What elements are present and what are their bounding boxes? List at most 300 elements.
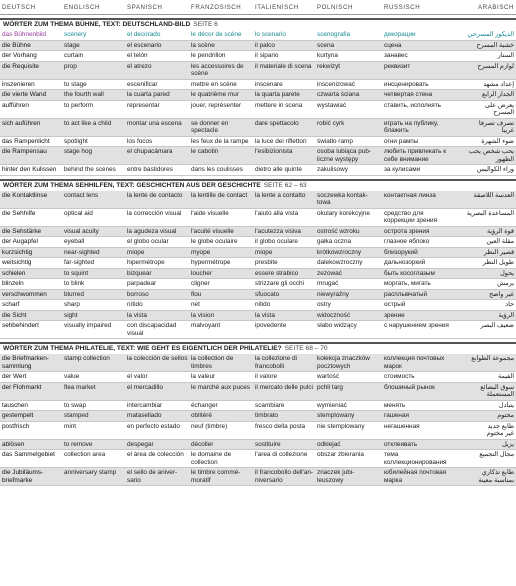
term-en: the fourth wall bbox=[64, 91, 104, 98]
term-pl: okulary korekcyjne bbox=[317, 209, 370, 217]
term-es: con discapacidad visual bbox=[127, 322, 177, 337]
term-ru: тема коллекционирования bbox=[384, 451, 447, 466]
term-ru: за кулисами bbox=[384, 166, 421, 173]
term-de: postfrisch bbox=[2, 422, 30, 430]
term-de: hinter den Kulissen bbox=[2, 166, 57, 173]
term-de: blinzeln bbox=[2, 280, 24, 287]
term-es: montar una escena bbox=[127, 119, 182, 127]
vocab-row bbox=[0, 440, 516, 451]
term-ru: зрение bbox=[384, 311, 405, 319]
term-en: contact lens bbox=[64, 191, 99, 199]
term-fr: le pendrillon bbox=[191, 52, 226, 59]
term-fr: le décor de scène bbox=[191, 31, 242, 38]
section-title bbox=[0, 342, 516, 354]
term-ru: острота зрения bbox=[384, 227, 430, 235]
term-en: to blink bbox=[64, 280, 85, 287]
term-en: to act like a child bbox=[64, 119, 112, 127]
term-ru: гашеная bbox=[384, 412, 409, 419]
term-en: to perform bbox=[64, 101, 94, 109]
term-fr: myope bbox=[191, 248, 211, 256]
term-de: die Sicht bbox=[2, 311, 27, 319]
term-ru: расплывчатый bbox=[384, 290, 428, 298]
term-pl: wartość bbox=[317, 373, 340, 380]
term-ru: играть на публику, блажить bbox=[384, 119, 439, 135]
term-pl: stemplowany bbox=[317, 412, 355, 419]
term-it: mettere in scena bbox=[255, 101, 303, 109]
term-en: optical aid bbox=[64, 209, 93, 217]
term-es: los focos bbox=[127, 137, 153, 145]
term-ar: غير واضح bbox=[489, 290, 514, 298]
term-it: strizzare gli occhi bbox=[255, 280, 305, 287]
term-pl: wystawiać bbox=[317, 101, 347, 109]
term-fr: flou bbox=[191, 290, 202, 298]
term-de: die Jubiläums- briefmarke bbox=[2, 469, 44, 484]
term-it: nitido bbox=[255, 301, 271, 308]
term-ar: ضوء الشهرة bbox=[481, 137, 514, 145]
term-en: spotlight bbox=[64, 137, 88, 145]
lang-de: DEUTSCH bbox=[2, 4, 36, 12]
term-fr: la lentille de contact bbox=[191, 191, 248, 199]
term-ar: طابع جديد غير مختوم bbox=[486, 422, 514, 438]
term-de: weitsichtig bbox=[2, 259, 32, 266]
term-en: near-sighted bbox=[64, 248, 100, 256]
lang-pl: POLNISCH bbox=[317, 4, 353, 12]
lang-es: SPANISCH bbox=[127, 4, 163, 12]
section-title-text: WÖRTER ZUM THEMA BÜHNE, TEXT: DEUTSCHLAND-BILD bbox=[3, 21, 191, 28]
term-ar: القيمة bbox=[497, 373, 514, 380]
term-es: representar bbox=[127, 101, 160, 109]
term-pl: ostrość wzroku bbox=[317, 227, 360, 235]
term-it: presbite bbox=[255, 259, 278, 266]
term-ar: العدسة اللاصقة bbox=[473, 191, 514, 199]
term-it: scambiare bbox=[255, 401, 285, 409]
vocab-row bbox=[0, 248, 516, 259]
term-it: la quarta parete bbox=[255, 91, 300, 98]
term-en: behind the scenes bbox=[64, 166, 116, 173]
term-it: la vista bbox=[255, 311, 275, 319]
term-fr: jouer, représenter bbox=[191, 101, 242, 109]
term-pl: ostry bbox=[317, 301, 331, 308]
term-it: il mercato delle pulci bbox=[255, 383, 313, 391]
term-fr: les feux de la rampe bbox=[191, 137, 249, 145]
term-ru: занавес bbox=[384, 52, 408, 59]
term-en: blurred bbox=[64, 290, 84, 298]
term-ar: يحب شخص يحب الظهور bbox=[468, 148, 514, 163]
vocab-row bbox=[0, 90, 516, 101]
term-pl: dalekowzroczny bbox=[317, 259, 363, 266]
term-ar: خشبة المسرح bbox=[476, 41, 514, 49]
term-pl: czwarta ściana bbox=[317, 91, 360, 98]
term-en: to stage bbox=[64, 80, 87, 88]
term-ar: قوة الرؤية bbox=[486, 227, 514, 235]
vocab-row bbox=[0, 41, 516, 52]
term-en: value bbox=[64, 373, 80, 380]
vocab-row bbox=[0, 290, 516, 301]
lang-fr: FRANZÖSISCH bbox=[191, 4, 242, 12]
term-en: sight bbox=[64, 311, 78, 319]
term-it: il sipario bbox=[255, 52, 279, 59]
term-es: entre bastidores bbox=[127, 166, 173, 173]
term-en: eyeball bbox=[64, 238, 85, 245]
term-es: el sello de aniver- sario bbox=[127, 469, 178, 484]
term-ru: реквизит bbox=[384, 62, 411, 70]
term-it: ipovedente bbox=[255, 322, 287, 329]
term-it: l'aiuto alla vista bbox=[255, 209, 299, 217]
term-pl: soczewka kontak- towa bbox=[317, 191, 368, 207]
term-ar: يحول bbox=[500, 269, 514, 277]
term-es: matasellado bbox=[127, 412, 162, 419]
vocab-row bbox=[0, 258, 516, 269]
vocab-row bbox=[0, 372, 516, 383]
term-it: il francobollo dell'an- niversario bbox=[255, 469, 314, 484]
term-pl: rekwizyt bbox=[317, 62, 341, 70]
term-de: sehbehindert bbox=[2, 322, 39, 329]
term-ru: дальнозоркий bbox=[384, 259, 426, 266]
term-fr: dans les coulisses bbox=[191, 166, 243, 173]
term-es: la corrección visual bbox=[127, 209, 182, 217]
term-it: lo scenario bbox=[255, 31, 286, 38]
term-en: sharp bbox=[64, 301, 80, 308]
term-ar: إعداد مشهد bbox=[483, 80, 514, 88]
term-de: die Briefmarken- sammlung bbox=[2, 355, 49, 370]
term-fr: le domaine de collection bbox=[191, 451, 232, 466]
term-de: ablösen bbox=[2, 440, 25, 448]
term-pl: pchli targ bbox=[317, 383, 343, 391]
term-fr: la valeur bbox=[191, 373, 216, 380]
vocab-row bbox=[0, 237, 516, 248]
term-en: to swap bbox=[64, 401, 87, 409]
vocab-row bbox=[0, 209, 516, 227]
term-de: die Rampensau bbox=[2, 148, 47, 155]
term-es: escenificar bbox=[127, 80, 158, 88]
term-ru: стоимость bbox=[384, 373, 415, 380]
term-it: inscenare bbox=[255, 80, 283, 88]
term-fr: mettre en scène bbox=[191, 80, 237, 88]
term-pl: słabo widzący bbox=[317, 322, 357, 329]
term-ar: لوازم المسرح bbox=[477, 62, 514, 70]
term-pl: scenografia bbox=[317, 31, 351, 38]
term-ar: المساعدة البصرية bbox=[466, 209, 514, 217]
vocab-row bbox=[0, 450, 516, 468]
term-pl: zakulisowy bbox=[317, 166, 348, 173]
term-ar: الجدار الرابع bbox=[481, 91, 514, 98]
lang-en: ENGLISCH bbox=[64, 4, 100, 12]
term-ar: يتبادل bbox=[498, 401, 514, 409]
section-title bbox=[0, 18, 516, 30]
term-es: en perfecto estado bbox=[127, 422, 180, 430]
term-en: scenery bbox=[64, 31, 87, 38]
term-es: la vista bbox=[127, 311, 147, 319]
vocab-row bbox=[0, 468, 516, 486]
term-es: hipermétrope bbox=[127, 259, 165, 266]
term-it: l'area di collezione bbox=[255, 451, 308, 458]
term-es: borroso bbox=[127, 290, 149, 298]
term-ru: инсценировать bbox=[384, 80, 429, 88]
term-ru: быть косоглазым bbox=[384, 269, 435, 277]
language-header bbox=[0, 0, 516, 15]
term-de: der Vorhang bbox=[2, 52, 37, 59]
term-it: la luce dei riflettori bbox=[255, 137, 307, 145]
term-es: la colección de sellos bbox=[127, 355, 188, 362]
term-it: sfuocato bbox=[255, 290, 280, 298]
term-it: la lente a contatto bbox=[255, 191, 306, 199]
term-es: el valor bbox=[127, 373, 148, 380]
term-ar: الرؤية bbox=[498, 311, 514, 319]
vocab-row bbox=[0, 269, 516, 280]
term-ru: моргать, мигать bbox=[384, 280, 431, 287]
term-de: die Requisite bbox=[2, 62, 39, 70]
vocabulary-sections bbox=[0, 18, 516, 486]
vocab-row bbox=[0, 137, 516, 148]
vocab-row bbox=[0, 422, 516, 440]
term-fr: cligner bbox=[191, 280, 210, 287]
term-de: der Wert bbox=[2, 373, 27, 380]
term-ru: четвертая стена bbox=[384, 91, 433, 98]
term-en: stamp collection bbox=[64, 355, 110, 362]
term-ar: يرمش bbox=[497, 280, 514, 287]
term-pl: inscenizować bbox=[317, 80, 356, 88]
term-es: bizquear bbox=[127, 269, 152, 277]
vocab-row bbox=[0, 165, 516, 176]
term-de: die Sehstärke bbox=[2, 227, 42, 235]
term-it: sostituire bbox=[255, 440, 281, 448]
term-fr: la scène bbox=[191, 41, 215, 49]
term-de: gestempelt bbox=[2, 412, 34, 419]
term-it: il palco bbox=[255, 41, 275, 49]
term-pl: znaczek jubi- leuszowy bbox=[317, 469, 355, 484]
term-ar: مجموعة الطوابع bbox=[471, 355, 514, 362]
term-ru: блошиный рынок bbox=[384, 383, 435, 391]
term-de: die Sehhilfe bbox=[2, 209, 36, 217]
term-ar: قصير النظر bbox=[483, 248, 514, 256]
term-fr: oblitéré bbox=[191, 412, 212, 419]
term-ru: менять bbox=[384, 401, 406, 409]
term-ru: средство для коррекции зрения bbox=[384, 209, 438, 225]
term-pl: mrugać bbox=[317, 280, 339, 287]
term-de: verschwommen bbox=[2, 290, 47, 298]
term-fr: le timbre commé- moratif bbox=[191, 469, 241, 484]
term-es: el área de colección bbox=[127, 451, 184, 458]
term-de: der Augapfel bbox=[2, 238, 38, 245]
term-ar: الديكور المسرحي bbox=[467, 31, 514, 38]
term-ru: близорукий bbox=[384, 248, 418, 256]
term-pl: nie stemplowany bbox=[317, 422, 365, 430]
vocab-row bbox=[0, 383, 516, 401]
term-en: stamped bbox=[64, 412, 89, 419]
term-ru: декорации bbox=[384, 31, 416, 38]
term-fr: décoller bbox=[191, 440, 214, 448]
vocab-row bbox=[0, 321, 516, 339]
term-fr: le marché aux puces bbox=[191, 383, 250, 391]
term-de: die vierte Wand bbox=[2, 91, 47, 98]
term-it: il valore bbox=[255, 373, 278, 380]
term-ar: تصرف تصرفا غريبا bbox=[478, 119, 514, 135]
term-fr: le globe oculaire bbox=[191, 238, 238, 245]
term-ar: الستار bbox=[497, 52, 514, 59]
term-ru: ставить, исполнять bbox=[384, 101, 441, 109]
term-pl: odklejać bbox=[317, 440, 341, 448]
term-es: intercambiar bbox=[127, 401, 163, 409]
term-es: el atrezo bbox=[127, 62, 152, 70]
term-it: essere strabico bbox=[255, 269, 299, 277]
term-ar: حاد bbox=[505, 301, 514, 308]
term-pl: obszar zbierania bbox=[317, 451, 364, 458]
term-es: el escenario bbox=[127, 41, 162, 49]
section-pages: SEITE 68 – 70 bbox=[284, 345, 328, 352]
term-ru: острый bbox=[384, 301, 406, 308]
term-ru: негашенная bbox=[384, 422, 420, 430]
term-fr: loucher bbox=[191, 269, 212, 277]
term-it: l'acutezza visiva bbox=[255, 227, 301, 235]
term-pl: kolekcja znaczków pocztowych bbox=[317, 355, 370, 370]
vocab-row bbox=[0, 80, 516, 91]
term-de: die Bühne bbox=[2, 41, 31, 49]
term-fr: net bbox=[191, 301, 200, 308]
section-title-text: WÖRTER ZUM THEMA PHILATELIE, TEXT: WIE GEHT ES EIGENTLICH DER PHILATELIE? bbox=[3, 345, 282, 352]
term-it: timbrato bbox=[255, 412, 279, 419]
term-en: stage hog bbox=[64, 148, 93, 155]
term-ru: огни рампы bbox=[384, 137, 419, 145]
term-en: anniversary stamp bbox=[64, 469, 117, 476]
term-ru: любить привлекать к себе внимание bbox=[384, 148, 447, 163]
term-de: aufführen bbox=[2, 101, 29, 109]
vocab-row bbox=[0, 311, 516, 322]
term-de: scharf bbox=[2, 301, 20, 308]
term-fr: le cabotin bbox=[191, 148, 219, 155]
term-ar: يعرض على المسرح bbox=[484, 101, 514, 117]
term-de: kurzsichtig bbox=[2, 248, 33, 256]
term-fr: la collection de timbres bbox=[191, 355, 234, 370]
term-es: el decorado bbox=[127, 31, 161, 38]
term-pl: osoba lubiąca pub- liczne występy bbox=[317, 148, 372, 163]
vocab-row bbox=[0, 51, 516, 62]
term-fr: hypermétrope bbox=[191, 259, 231, 266]
term-de: der Flohmarkt bbox=[2, 383, 42, 391]
section-pages: SEITE 6 bbox=[193, 21, 218, 28]
term-ru: отклеивать bbox=[384, 440, 418, 448]
term-es: el globo ocular bbox=[127, 238, 169, 245]
term-en: visually impaired bbox=[64, 322, 112, 329]
term-en: mint bbox=[64, 422, 77, 430]
term-fr: se donner en spectacle bbox=[191, 119, 229, 135]
term-en: curtain bbox=[64, 52, 84, 59]
term-de: inszenieren bbox=[2, 80, 35, 88]
vocab-row bbox=[0, 30, 516, 41]
term-en: to remove bbox=[64, 440, 93, 448]
term-it: l'esibizionista bbox=[255, 148, 293, 155]
section-title-text: WÖRTER ZUM THEMA SEHHILFEN, TEXT: GESCHICHTEN AUS DER GESCHICHTE bbox=[3, 181, 261, 189]
term-fr: l'aide visuelle bbox=[191, 209, 229, 217]
term-pl: robić cyrk bbox=[317, 119, 345, 127]
term-pl: zezować bbox=[317, 269, 342, 277]
term-es: nítido bbox=[127, 301, 143, 308]
term-es: el telón bbox=[127, 52, 148, 59]
vocab-row bbox=[0, 147, 516, 165]
term-ru: контактная линза bbox=[384, 191, 436, 199]
term-de: tauschen bbox=[2, 401, 28, 409]
term-ru: глазное яблоко bbox=[384, 238, 430, 245]
term-ru: юбилейная почтовая марка bbox=[384, 469, 447, 484]
term-es: parpadear bbox=[127, 280, 157, 287]
term-pl: scena bbox=[317, 41, 335, 49]
term-de: das Rampenlicht bbox=[2, 137, 50, 145]
term-es: el mercadillo bbox=[127, 383, 163, 391]
term-pl: światło ramp bbox=[317, 137, 353, 145]
term-es: la cuarta pared bbox=[127, 91, 170, 98]
term-pl: wymieniać bbox=[317, 401, 347, 409]
term-ar: طويل النظر bbox=[482, 259, 514, 266]
term-it: fresco della posta bbox=[255, 422, 306, 430]
term-de: die Kontaktlinse bbox=[2, 191, 48, 199]
lang-ru: RUSSISCH bbox=[384, 4, 421, 12]
term-fr: le quatrième mur bbox=[191, 91, 239, 98]
section-pages: SEITE 62 – 63 bbox=[263, 181, 307, 189]
term-es: despegar bbox=[127, 440, 154, 448]
term-en: prop bbox=[64, 62, 77, 70]
section-title bbox=[0, 179, 516, 191]
term-de: das Bühnenbild bbox=[2, 31, 47, 38]
term-de: schielen bbox=[2, 269, 26, 277]
term-ru: коллекция почтовых марок bbox=[384, 355, 445, 370]
vocab-row bbox=[0, 354, 516, 372]
term-ru: с нарушением зрения bbox=[384, 322, 449, 329]
term-en: far-sighted bbox=[64, 259, 95, 266]
term-de: das Sammelgebiet bbox=[2, 451, 55, 458]
term-es: el chupacámara bbox=[127, 148, 173, 155]
term-es: la lente de contacto bbox=[127, 191, 183, 199]
term-ar: سوق البضائع المستعملة bbox=[480, 383, 514, 399]
lang-it: ITALIENISCH bbox=[255, 4, 299, 12]
term-fr: la vision bbox=[191, 311, 215, 319]
term-it: dare spettacolo bbox=[255, 119, 299, 127]
vocab-row bbox=[0, 411, 516, 422]
term-fr: malvoyant bbox=[191, 322, 221, 329]
term-en: stage bbox=[64, 41, 80, 49]
term-ar: مختوم bbox=[497, 412, 514, 419]
term-en: visual acuity bbox=[64, 227, 99, 235]
term-fr: l'acuité visuelle bbox=[191, 227, 234, 235]
term-ru: сцена bbox=[384, 41, 402, 49]
term-ar: وراء الكواليس bbox=[476, 166, 514, 173]
term-pl: kurtyna bbox=[317, 52, 338, 59]
term-pl: gałka oczna bbox=[317, 238, 352, 245]
term-en: to squint bbox=[64, 269, 89, 277]
vocab-row bbox=[0, 101, 516, 119]
vocab-row bbox=[0, 62, 516, 80]
term-pl: widoczność bbox=[317, 311, 351, 319]
lang-ar: ARABISCH bbox=[478, 4, 514, 12]
term-es: miope bbox=[127, 248, 145, 256]
term-en: flea market bbox=[64, 383, 96, 391]
term-pl: niewyraźny bbox=[317, 290, 349, 298]
term-it: miope bbox=[255, 248, 273, 256]
term-ar: مجال التجميع bbox=[479, 451, 514, 458]
term-it: la collezione di francobolli bbox=[255, 355, 297, 370]
term-ar: يزيل bbox=[502, 440, 514, 448]
vocab-row bbox=[0, 279, 516, 290]
vocab-row bbox=[0, 119, 516, 137]
vocab-row bbox=[0, 191, 516, 209]
term-it: il globo oculare bbox=[255, 238, 298, 245]
vocab-row bbox=[0, 300, 516, 311]
term-ar: ضعيف البصر bbox=[480, 322, 514, 329]
term-pl: krótkowzroczny bbox=[317, 248, 362, 256]
term-it: dietro alle quinte bbox=[255, 166, 302, 173]
vocab-row bbox=[0, 401, 516, 412]
term-ar: مقلة العين bbox=[486, 238, 514, 245]
term-es: la agudeza visual bbox=[127, 227, 177, 235]
term-ar: طابع تذكاري بمناسبة معينة bbox=[478, 469, 514, 484]
